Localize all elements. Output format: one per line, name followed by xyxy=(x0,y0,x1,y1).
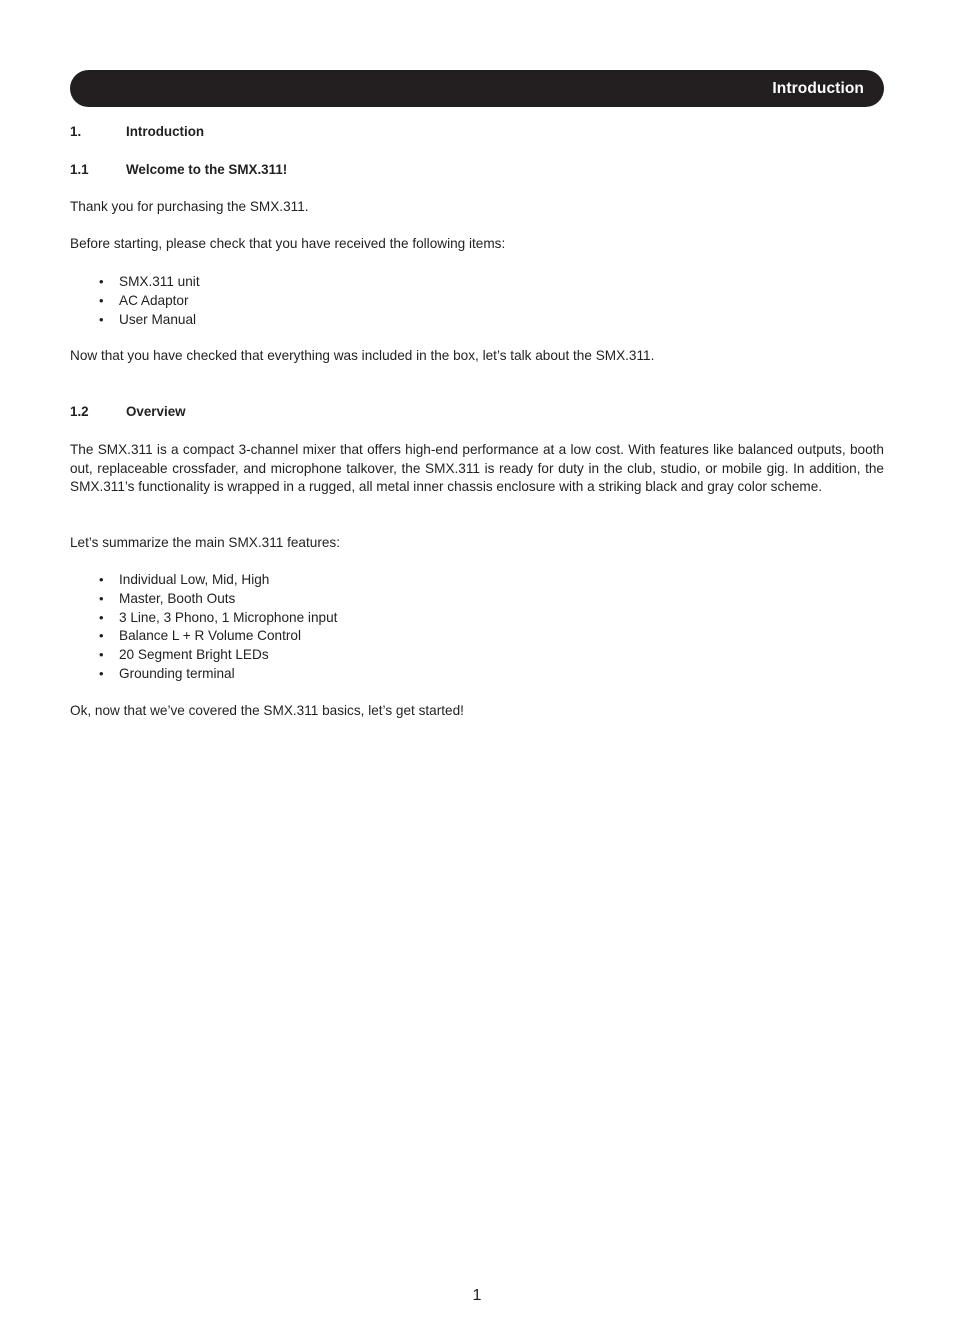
section-1-1-heading xyxy=(70,161,287,180)
bullet-icon: • xyxy=(99,665,104,681)
summarize-paragraph: Let’s summarize the main SMX.311 features: xyxy=(70,535,340,550)
section-1-number: 1. xyxy=(70,124,82,139)
thank-you-paragraph: Thank you for purchasing the SMX.311. xyxy=(70,199,309,214)
bullet-icon: • xyxy=(99,274,104,289)
page-number: 1 xyxy=(472,1287,482,1304)
list-item: • 3 Line, 3 Phono, 1 Microphone input xyxy=(70,609,337,628)
list-item: • AC Adaptor xyxy=(70,292,200,311)
section-1-1-title: Welcome to the SMX.311! xyxy=(126,162,288,177)
before-starting-paragraph: Before starting, please check that you have received the following items: xyxy=(70,236,506,251)
section-1-1-number: 1.1 xyxy=(70,162,89,177)
section-1-heading xyxy=(70,123,204,142)
list-item: • Grounding terminal xyxy=(70,665,337,684)
bullet-icon: • xyxy=(99,609,104,625)
included-items-list xyxy=(70,273,200,329)
list-item: • SMX.311 unit xyxy=(70,273,200,292)
section-header-bar xyxy=(70,70,884,107)
section-1-title: Introduction xyxy=(126,124,205,139)
closing-paragraph: Ok, now that we’ve covered the SMX.311 basics, let’s get started! xyxy=(70,703,464,718)
section-1-2-number: 1.2 xyxy=(70,404,89,419)
list-item: • 20 Segment Bright LEDs xyxy=(70,646,337,665)
list-item: • User Manual xyxy=(70,311,200,330)
list-item: • Balance L + R Volume Control xyxy=(70,627,337,646)
bullet-icon: • xyxy=(99,628,104,644)
list-item: • Master, Booth Outs xyxy=(70,590,337,609)
section-1-2-heading xyxy=(70,403,186,422)
bullet-icon: • xyxy=(99,311,104,327)
bullet-icon: • xyxy=(99,572,104,587)
bullet-icon: • xyxy=(99,292,104,308)
section-1-2-title: Overview xyxy=(126,404,186,419)
features-list xyxy=(70,571,337,684)
bullet-icon: • xyxy=(99,590,104,606)
list-item: • Individual Low, Mid, High xyxy=(70,571,337,590)
bullet-icon: • xyxy=(99,647,104,663)
overview-paragraph: The SMX.311 is a compact 3-channel mixer that offers high-end performance at a low cost. With features like balanced outputs, booth out, replaceable crossfader, and microphone talkover, the SMX.311 is ready for duty in the club, studio, or mobile gig. In addition, the SMX.311’s functionality is wrapped in a rugged, all metal inner chassis enclosure with a striking black and gray color scheme. xyxy=(70,442,884,495)
header-title: Introduction xyxy=(772,79,864,97)
now-that-paragraph: Now that you have checked that everything was included in the box, let’s talk about the SMX.311. xyxy=(70,348,655,363)
